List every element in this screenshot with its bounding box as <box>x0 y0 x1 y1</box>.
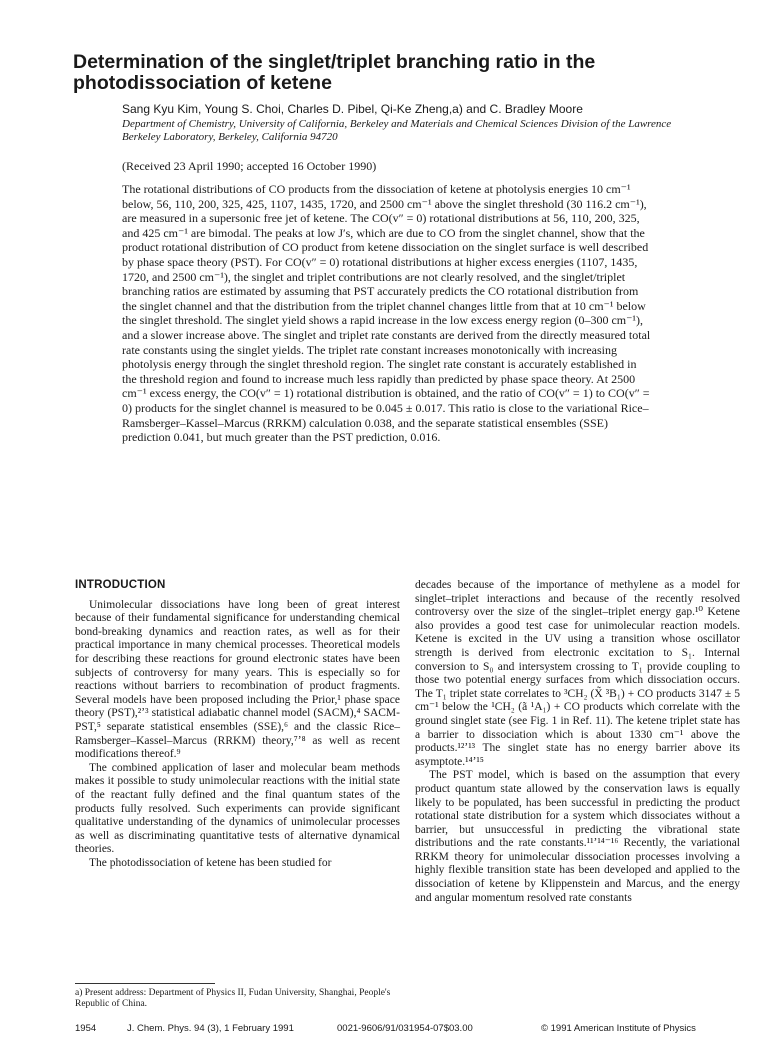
journal-citation: J. Chem. Phys. 94 (3), 1 February 1991 <box>127 1023 294 1034</box>
right-column <box>415 579 740 905</box>
article-code: 0021-9606/91/031954-07$03.00 <box>337 1023 473 1034</box>
paragraph: The PST model, which is based on the assumption that every product quantum state allowed by the conservation laws is equally likely to be populated, has been successful in predicting the product rotational state distribution for a system which dissociates without a barrier, but unsuccessful in predicting the vibrational state distributions and the rate constants.¹¹ʼ¹⁴⁻¹⁶ Recently, the variational RRKM theory for unimolecular dissociation processes involving a highly flexible transition state has been developed and applied to the dissociation of ketene by Klippenstein and Marcus, and the energy and angular momentum resolved rate constants <box>415 769 740 904</box>
received-date: (Received 23 April 1990; accepted 16 October 1990) <box>122 159 377 173</box>
abstract: The rotational distributions of CO products from the dissociation of ketene at photolysis energies 10 cm⁻¹ below, 56, 110, 200, 325, 425, 1107, 1435, 1720, and 2500 cm⁻¹ above the singlet threshold (30 116.2 cm⁻¹), are measured in a supersonic free jet of ketene. The CO(v″ = 0) rotational distributions at 56, 110, 200, 325, and 425 cm⁻¹ are bimodal. The peaks at low J′s, which are due to CO from the singlet channel, show that the product rotational distribution of CO product from ketene dissociation on the singlet surface is well described by phase space theory (PST). For CO(v″ = 0) rotational distributions at higher excess energies (1107, 1435, 1720, and 2500 cm⁻¹), the singlet and triplet contributions are not clearly resolved, and the singlet/triplet branching ratios are estimated by assuming that PST accurately predicts the CO rotational distribution from the singlet channel and that the distribution from the triplet channel changes little from that at 10 cm⁻¹ below the singlet threshold. The singlet yield shows a rapid increase in the low excess energy region (0–300 cm⁻¹), and a slower increase above. The singlet and triplet rate constants are derived from the directly measured total rate constants using the singlet yields. The triplet rate constant increases monotonically with increasing photolysis energy through the singlet threshold region. The singlet rate constant is accurately established in the threshold region and found to increase much less rapidly than predicted by phase space theory. At 2500 cm⁻¹ excess energy, the CO(v″ = 1) rotational distribution is obtained, and the ratio of CO(v″ = 1) to CO(v″ = 0) products for the singlet channel is measured to be 0.045 ± 0.017. This ratio is close to the variational Rice–Ramsberger–Kassel–Marcus (RRKM) calculation 0.038, and the separate statistical ensembles (SSE) prediction 0.041, but much greater than the PST prediction, 0.016. <box>122 182 651 445</box>
author-list: Sang Kyu Kim, Young S. Choi, Charles D. Pibel, Qi-Ke Zheng,a) and C. Bradley Moore <box>122 102 583 116</box>
section-heading: INTRODUCTION <box>75 579 166 591</box>
paragraph: The combined application of laser and molecular beam methods makes it possible to study unimolecular reactions with the initial state of the reactant fully defined and the final quantum states of the products fully resolved. Such experiments can provide significant qualitative understanding of the dynamics of unimolecular processes as well as discriminating quantitative tests of alternative dynamical theories. <box>75 761 400 856</box>
page-number: 1954 <box>75 1023 97 1034</box>
paragraph: The photodissociation of ketene has been studied for <box>89 856 332 869</box>
copyright: © 1991 American Institute of Physics <box>541 1023 696 1034</box>
footnote: a) Present address: Department of Physics II, Fudan University, Shanghai, People's Republic of China. <box>75 988 391 1009</box>
article-title: Determination of the singlet/triplet branching ratio in the photodissociation of ketene <box>73 51 596 94</box>
footnote-divider <box>75 983 215 984</box>
left-column <box>75 579 400 870</box>
paragraph: Unimolecular dissociations have long been of great interest because of their fundamental significance for understanding chemical bond-breaking dynamics and reaction rates, as well as for their practical importance in many chemical processes. Theoretical models for describing these reactions for ground electronic states have been subjects of controversy for many years. This is especially so for reactions without barriers to recombination of product fragments. Several models have been proposed including the Prior,¹ phase space theory (PST),²ʼ³ statistical adiabatic channel model (SACM),⁴ SACM-PST,⁵ separate statistical ensembles (SSE),⁶ and the classic Rice–Ramsberger–Kassel–Marcus (RRKM) theory,⁷ʼ⁸ as well as recent modifications thereof.⁹ <box>75 598 400 761</box>
paragraph: decades because of the importance of methylene as a model for singlet–triplet interactions and because of the recently resolved controversy over the size of the singlet–triplet energy gap.¹⁰ Ketene also provides a good test case for unimolecular reaction models. Ketene is excited in the UV using a transition whose oscillator strength is derived from electronic excitation to S₁. Internal conversion to S₀ and intersystem crossing to T₁ provide coupling to those two potential energy surfaces from which dissociation occurs. The T₁ triplet state correlates to ³CH₂ (X̃ ³B₁) + CO products 3147 ± 5 cm⁻¹ below the ¹CH₂ (ã ¹A₁) + CO products which correlate with the ground singlet state (see Fig. 1 in Ref. 11). The ketene triplet state has a barrier to dissociation which is about 1330 cm⁻¹ above the products.¹²ʼ¹³ The singlet state has no energy barrier above its asymptote.¹⁴ʼ¹⁵ <box>415 579 740 768</box>
affiliation: Department of Chemistry, University of California, Berkeley and Materials and Chemical Sciences Division of the Lawrence Berkeley Laboratory, Berkeley, California 94720 <box>122 118 672 143</box>
